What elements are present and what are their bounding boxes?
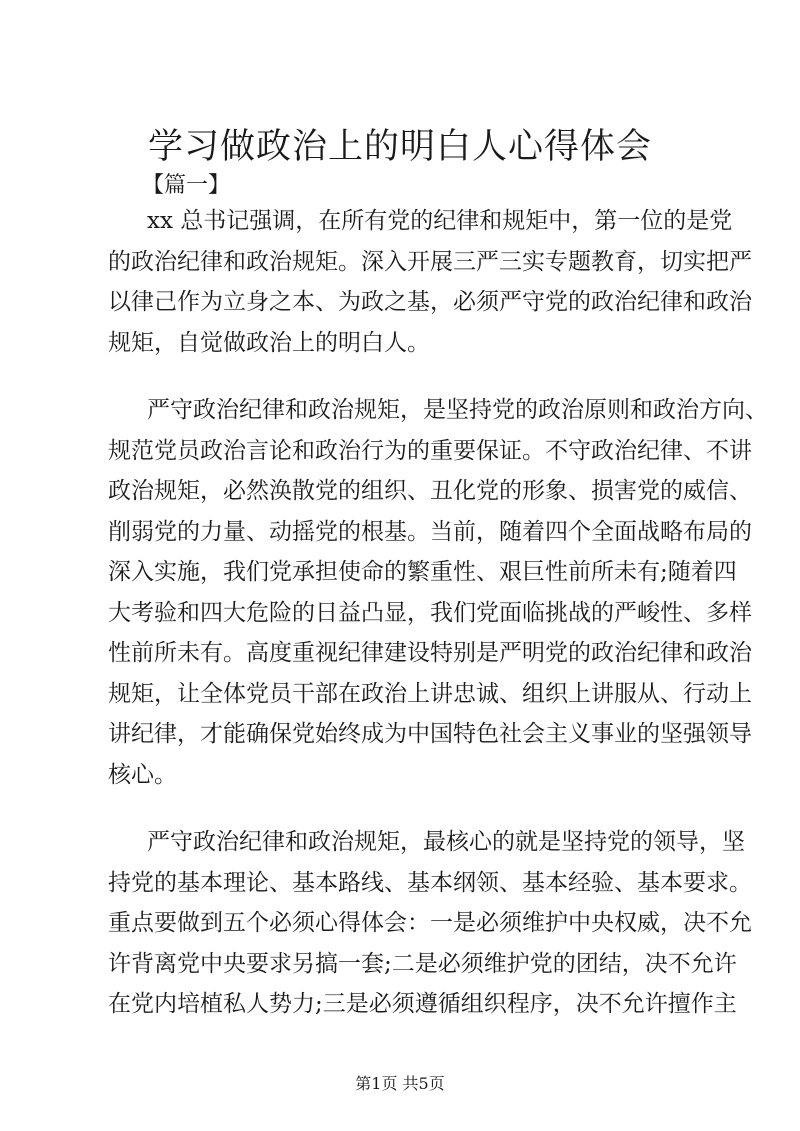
paragraph-line: 严守政治纪律和政治规矩，是坚持党的政治原则和政治方向、 (147, 397, 768, 423)
paragraph-line: 以律己作为立身之本、为政之基，必须严守党的政治纪律和政治 (108, 289, 752, 315)
paragraph-line: xx 总书记强调，在所有党的纪律和规矩中，第一位的是党 (147, 208, 733, 234)
page-number: 第1页 共5页 (355, 1074, 445, 1093)
paragraph-line: 削弱党的力量、动摇党的根基。当前，随着四个全面战略布局的 (108, 518, 752, 545)
paragraph-line: 持党的基本理论、基本路线、基本纲领、基本经验、基本要求。 (108, 869, 752, 896)
paragraph-line: 严守政治纪律和政治规矩，最核心的就是坚持党的领导，坚 (147, 829, 745, 855)
section-heading: 【篇一】 (142, 173, 231, 198)
document-title: 学习做政治上的明白人心得体会 (147, 127, 652, 167)
paragraph-line: 规矩，让全体党员干部在政治上讲忠诚、组织上讲服从、行动上 (108, 680, 752, 707)
paragraph-line: 核心。 (108, 761, 177, 788)
paragraph-line: 的政治纪律和政治规矩。深入开展三严三实专题教育，切实把严 (108, 248, 752, 275)
paragraph-line: 讲纪律，才能确保党始终成为中国特色社会主义事业的坚强领导 (108, 721, 752, 747)
paragraph-line: 许背离党中央要求另搞一套;二是必须维护党的团结，决不允许 (108, 950, 737, 977)
paragraph-line: 在党内培植私人势力;三是必须遵循组织程序，决不允许擅作主 (108, 991, 737, 1017)
paragraph-line: 规范党员政治言论和政治行为的重要保证。不守政治纪律、不讲 (108, 437, 752, 464)
paragraph-line: 政治规矩，必然涣散党的组织、丑化党的形象、损害党的威信、 (108, 478, 752, 504)
paragraph-line: 大考验和四大危险的日益凸显，我们党面临挑战的严峻性、多样 (108, 599, 752, 626)
paragraph-line: 深入实施，我们党承担使命的繁重性、艰巨性前所未有;随着四 (108, 559, 737, 585)
paragraph-line: 规矩，自觉做政治上的明白人。 (108, 329, 430, 356)
paragraph-line: 性前所未有。高度重视纪律建设特别是严明党的政治纪律和政治 (108, 640, 752, 666)
paragraph-line: 重点要做到五个必须心得体会：一是必须维护中央权威，决不允 (108, 910, 752, 936)
